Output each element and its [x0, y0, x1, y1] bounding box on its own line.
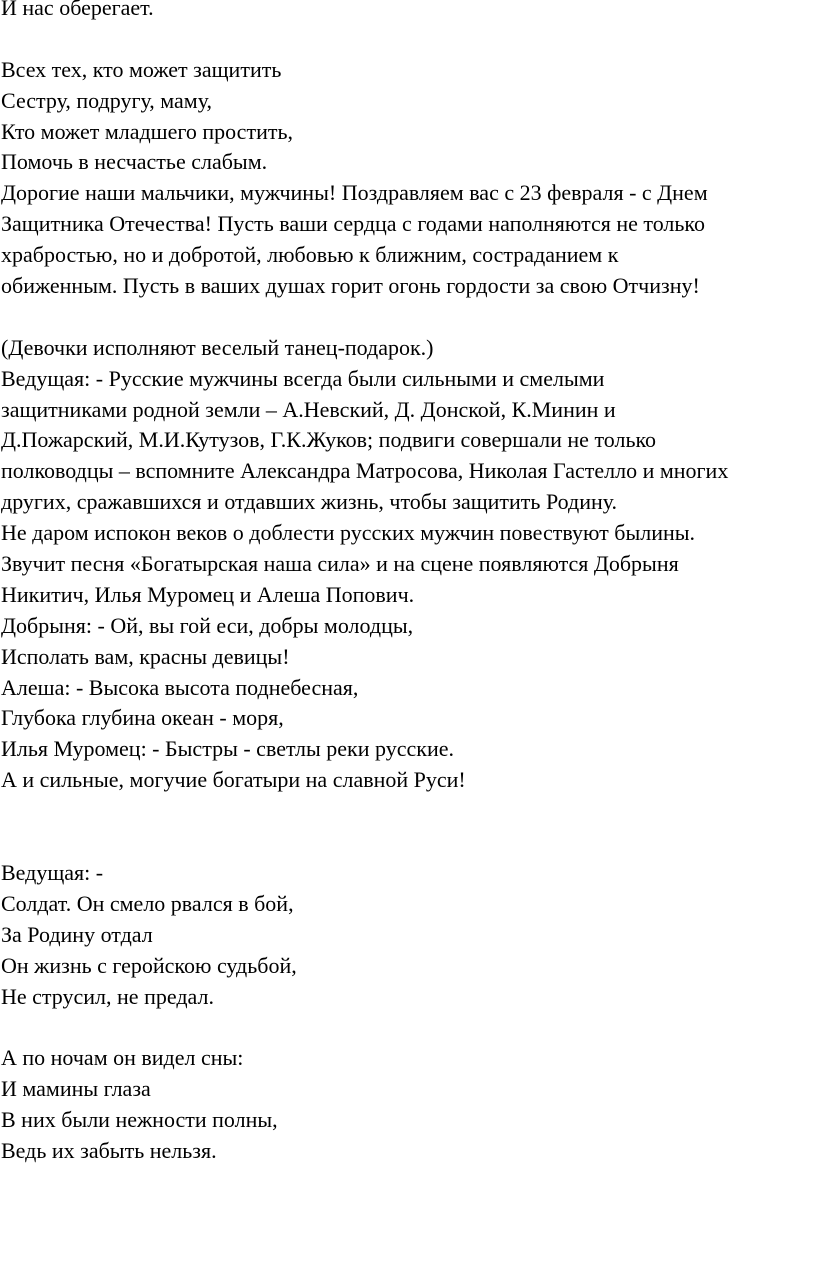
text-line: храбростью, но и добротой, любовью к ближним, состраданием к: [1, 242, 619, 268]
text-line: Сестру, подругу, маму,: [1, 87, 213, 113]
text-line: В них были нежности полны,: [1, 1107, 278, 1133]
text-line: Илья Муромец: - Быстры - светлы реки русские.: [1, 736, 454, 762]
text-line: защитниками родной земли – А.Невский, Д. Донской, К.Минин и: [1, 396, 616, 422]
text-line: Ведущая: -: [1, 859, 104, 885]
text-line: А и сильные, могучие богатыри на славной Руси!: [1, 767, 466, 793]
text-line: Ведущая: - Русские мужчины всегда были сильными и смелыми: [1, 365, 605, 391]
text-line: Звучит песня «Богатырская наша сила» и на сцене появляются Добрыня: [1, 551, 679, 577]
text-line: Помочь в несчастье слабым.: [1, 149, 268, 175]
text-line: Добрыня: - Ой, вы гой еси, добры молодцы,: [1, 612, 414, 638]
text-line: Солдат. Он смело рвался в бой,: [1, 890, 294, 916]
blank-line: [1, 1012, 813, 1043]
text-line: Кто может младшего простить,: [1, 118, 293, 144]
text-line: А по ночам он видел сны:: [1, 1045, 244, 1071]
document-page: [1, 0, 813, 1167]
text-line: Ведь их забыть нельзя.: [1, 1137, 217, 1163]
text-line: обиженным. Пусть в ваших душах горит огонь гордости за свою Отчизну!: [1, 273, 700, 299]
blank-line: [1, 796, 813, 827]
text-line: других, сражавшихся и отдавших жизнь, чтобы защитить Родину.: [1, 489, 618, 515]
text-line: И мамины глаза: [1, 1076, 151, 1102]
blank-line: [1, 302, 813, 333]
blank-line: [1, 24, 813, 55]
blank-line: [1, 827, 813, 858]
text-line: Он жизнь с геройскою судьбой,: [1, 952, 297, 978]
text-line: Всех тех, кто может защитить: [1, 56, 282, 82]
text-line: Не струсил, не предал.: [1, 983, 214, 1009]
text-line: полководцы – вспомните Александра Матросова, Николая Гастелло и многих: [1, 458, 729, 484]
text-line: И нас оберегает.: [1, 0, 154, 20]
text-line: Никитич, Илья Муромец и Алеша Попович.: [1, 581, 415, 607]
text-line: Д.Пожарский, М.И.Кутузов, Г.К.Жуков; подвиги совершали не только: [1, 427, 657, 453]
text-line: (Девочки исполняют веселый танец-подарок.): [1, 334, 434, 360]
text-line: Глубока глубина океан - моря,: [1, 705, 284, 731]
text-line: Защитника Отечества! Пусть ваши сердца с годами наполняются не только: [1, 211, 705, 237]
text-line: Дорогие наши мальчики, мужчины! Поздравляем вас с 23 февраля - с Днем: [1, 180, 708, 206]
text-line: Не даром испокон веков о доблести русских мужчин повествуют былины.: [1, 520, 696, 546]
text-line: Алеша: - Высока высота поднебесная,: [1, 674, 359, 700]
text-line: За Родину отдал: [1, 921, 153, 947]
text-line: Исполать вам, красны девицы!: [1, 643, 290, 669]
